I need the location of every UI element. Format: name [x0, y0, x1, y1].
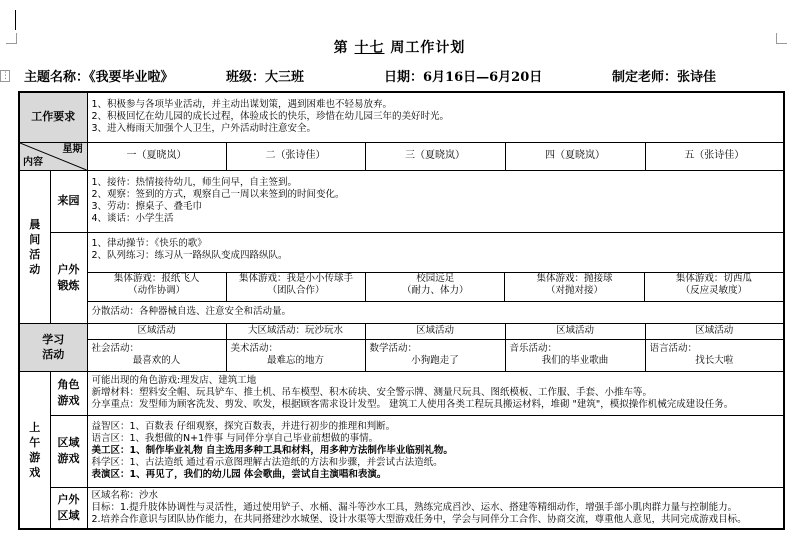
- region-game-label: 区域游戏: [50, 415, 87, 487]
- work-requirement-content: 1、积极参与各项毕业活动，并主动出谋划策，遇到困难也不轻易放弃。 2、积极回忆在幼儿园的成长过程，体验成长的快乐，珍惜在幼儿园三年的美好时光。 3、进入梅雨天加强个人卫生，户外活动时注意安全。: [87, 92, 784, 142]
- study-area-wednesday: 区域活动: [365, 323, 505, 339]
- weekday-header-row: [19, 142, 784, 170]
- outdoor-exercise-content: 1、律动操节：《快乐的歌》 2、队列练习：练习从一路纵队变成四路纵队。: [87, 232, 784, 268]
- role-play-label: 角色游戏: [50, 371, 87, 415]
- scatter-activity: 分散活动：各种器械自选、注意安全和活动量。: [91, 306, 292, 318]
- outdoor-exercise-label: 户外锻炼: [50, 232, 87, 323]
- morning-activity-label: 晨间活动: [19, 170, 50, 323]
- game-monday: 集体游戏：报纸飞人 （动作协调）: [88, 273, 227, 301]
- date-range: 日期：6月16日—6月20日: [384, 70, 543, 85]
- subject-wednesday: 数学活动： 小狗跑走了: [365, 339, 505, 371]
- subject-friday: 语言活动： 找长大啦: [645, 339, 784, 371]
- day-wednesday: 三（夏晓岚）: [365, 142, 505, 170]
- day-friday: 五（张诗佳）: [645, 142, 784, 170]
- outdoor-area-content: 区域名称：沙水 目标：1.提升肢体协调性与灵活性，通过使用铲子、水桶、漏斗等沙水工具，熟练完成舀沙、运水、搭建等精细动作，增强手部小肌肉群力量与控制能力。 2.培养合作意识与团队协作能力，在共同搭建沙水城堡、设计水渠等大型游戏任务中，学会与同伴分工合作、协商交流，尊重他人意见，共同完成游戏目标。: [87, 487, 784, 529]
- arrival-row: [19, 170, 784, 232]
- teacher-name: 制定老师：张诗佳: [612, 70, 717, 85]
- arrival-content: 1、接待：热情接待幼儿，师生问早，自主签到。 2、观察：签到的方式，观察自己一周以来签到的时间变化。 3、劳动：擦桌子、叠毛巾 4、谈话：小学生活: [87, 170, 784, 232]
- subject-thursday: 音乐活动： 我们的毕业歌曲: [505, 339, 645, 371]
- page-title: 第 十七 周工作计划: [333, 40, 466, 56]
- study-area-thursday: 区域活动: [505, 323, 645, 339]
- outdoor-area-row: [19, 487, 784, 529]
- outdoor-exercise-row: [19, 232, 784, 268]
- study-activity-label: 学习活动: [19, 323, 87, 371]
- arrival-label: 来园: [50, 170, 87, 232]
- work-requirement-row: [19, 92, 784, 142]
- game-thursday: 集体游戏：抛接球 （对抛对接）: [505, 273, 644, 301]
- study-area-friday: 区域活动: [645, 323, 784, 339]
- role-play-content: 可能出现的角色游戏:理发店、建筑工地 新增材料：塑料安全帽、玩具铲车、推土机、吊车模型、积木砖块、安全警示牌、测量尺玩具、图纸模板、工作服、手套、小推车等。 分享重点：发型师为顾客洗发、剪发、吹发，根据顾客需求设计发型。 建筑工人使用各类工程玩具搬运材料，堆砌 "建筑"，模拟操作机械完成建设任务。: [87, 371, 784, 415]
- weekly-plan-table: [18, 91, 785, 530]
- outdoor-area-label: 户外区域: [50, 487, 87, 529]
- week-number: 十七: [354, 40, 385, 56]
- study-area-tuesday: 大区域活动：玩沙玩水: [226, 323, 365, 339]
- game-tuesday: 集体游戏：我是小小传球手 （团队合作）: [227, 273, 366, 301]
- subject-monday: 社会活动： 最喜欢的人: [87, 339, 226, 371]
- day-thursday: 四（夏晓岚）: [505, 142, 645, 170]
- class-name: 班级：大三班: [226, 70, 305, 85]
- morning-game-label: 上午游戏: [19, 371, 50, 529]
- day-monday: 一（夏晓岚）: [87, 142, 226, 170]
- study-subject-row: [19, 339, 784, 371]
- game-wednesday: 校园远足 （耐力、体力）: [366, 273, 505, 301]
- theme-name: 主题名称：《我要毕业啦》: [24, 70, 174, 85]
- region-game-row: [19, 415, 784, 487]
- outdoor-games-row: [19, 268, 784, 323]
- region-game-content: 益智区：1、百数表 仔细观察，探究百数表，并进行初步的推理和判断。 语言区：1、我想做的N+1件事 与同伴分享自己毕业前想做的事情。 美工区：1、制作毕业礼物 自主选用多种工具和材料，用多种方法制作毕业临别礼物。 科学区：1、古法造纸 通过看示意图理解古法造纸的方法和步骤，并尝试古法造纸。 表演区：1、再见了，我们的幼儿园 体会歌曲，尝试自主演唱和表演。: [87, 415, 784, 487]
- day-tuesday: 二（张诗佳）: [226, 142, 365, 170]
- game-friday: 集体游戏：切西瓜 （反应灵敏度）: [675, 273, 752, 297]
- role-play-row: [19, 371, 784, 415]
- text-cursor: [15, 10, 16, 30]
- study-area-monday: 区域活动: [87, 323, 226, 339]
- outdoor-games-content: [87, 268, 784, 323]
- weekday-corner-cell: 星期 内容: [19, 142, 87, 170]
- table-move-handle-icon[interactable]: ⋮: [1, 71, 10, 81]
- study-area-row: [19, 323, 784, 339]
- subject-tuesday: 美术活动： 最难忘的地方: [226, 339, 365, 371]
- work-requirement-label: 工作要求: [19, 92, 87, 142]
